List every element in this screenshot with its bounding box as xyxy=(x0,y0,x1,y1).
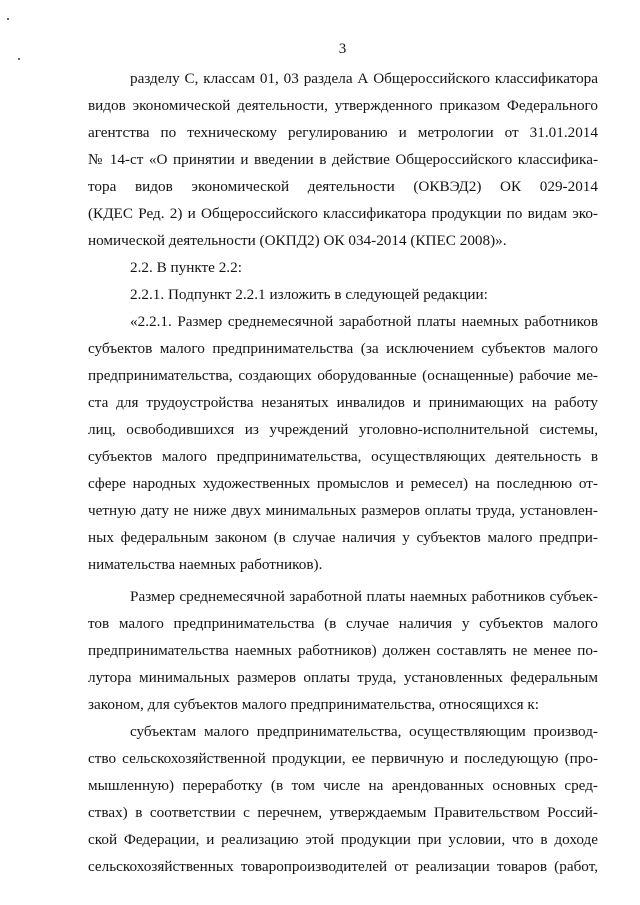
text-line: ствах) в соответствии с перечнем, утверждаемым Правительством Россий- xyxy=(88,804,598,821)
text-line: тора видов экономической деятельности (ОКВЭД2) ОК 029-2014 xyxy=(88,178,598,195)
text-line: (КДЕС Ред. 2) и Общероссийского классификатора продукции по видам эко- xyxy=(88,205,598,222)
text-line: предпринимательства, создающих оборудованные (оснащенные) рабочие ме- xyxy=(88,367,598,384)
text-line: агентства по техническому регулированию и метрологии от 31.01.2014 xyxy=(88,124,598,141)
text-line: «2.2.1. Размер среднемесячной заработной платы наемных работников xyxy=(130,313,598,330)
text-line: ных федеральным законом (в случае наличия у субъектов малого предпри- xyxy=(88,529,598,546)
text-line: лиц, освободившихся из учреждений уголовно-исполнительной системы, xyxy=(88,421,598,438)
text-line: предпринимательства наемных работников) должен составлять не менее по- xyxy=(88,642,598,659)
text-line: № 14-ст «О принятии и введении в действие Общероссийского классифика- xyxy=(88,151,598,168)
text-line: ской Федерации, и реализацию этой продукции при условии, что в доходе xyxy=(88,831,598,848)
scan-speck xyxy=(18,58,20,60)
text-line: видов экономической деятельности, утвержденного приказом Федерального xyxy=(88,97,598,114)
text-line: лутора минимальных размеров оплаты труда, установленных федеральным xyxy=(88,669,598,686)
text-line: сфере народных художественных промыслов и ремесел) на последнюю от- xyxy=(88,475,598,492)
text-line: тов малого предпринимательства (в случае наличия у субъектов малого xyxy=(88,615,598,632)
text-line: субъектов малого предпринимательства, осуществляющих деятельность в xyxy=(88,448,598,465)
text-line: нимательства наемных работников). xyxy=(88,556,323,573)
text-line: четную дату не ниже двух минимальных размеров оплаты труда, установлен- xyxy=(88,502,598,519)
subsection-heading: 2.2. В пункте 2.2: xyxy=(130,259,242,276)
text-line: субъектам малого предпринимательства, осуществляющим производ- xyxy=(130,723,598,740)
text-line: субъектов малого предпринимательства (за исключением субъектов малого xyxy=(88,340,598,357)
text-line: ста для трудоустройства незанятых инвалидов и принимающих на работу xyxy=(88,394,598,411)
scan-speck xyxy=(7,18,9,20)
text-line: Размер среднемесячной заработной платы наемных работников субъек- xyxy=(130,588,598,605)
text-line: разделу С, классам 01, 03 раздела А Общероссийского классификатора xyxy=(130,70,598,87)
subsection-heading: 2.2.1. Подпункт 2.2.1 изложить в следующей редакции: xyxy=(130,286,488,303)
text-line: мышленную) переработку (в том числе на арендованных основных сред- xyxy=(88,777,598,794)
text-line: номической деятельности (ОКПД2) ОК 034-2014 (КПЕС 2008)». xyxy=(88,232,507,249)
text-line: сельскохозяйственных товаропроизводителей от реализации товаров (работ, xyxy=(88,858,598,875)
text-line: законом, для субъектов малого предпринимательства, относящихся к: xyxy=(88,696,539,713)
page-number: 3 xyxy=(338,41,347,57)
text-line: ство сельскохозяйственной продукции, ее первичную и последующую (про- xyxy=(88,750,598,767)
